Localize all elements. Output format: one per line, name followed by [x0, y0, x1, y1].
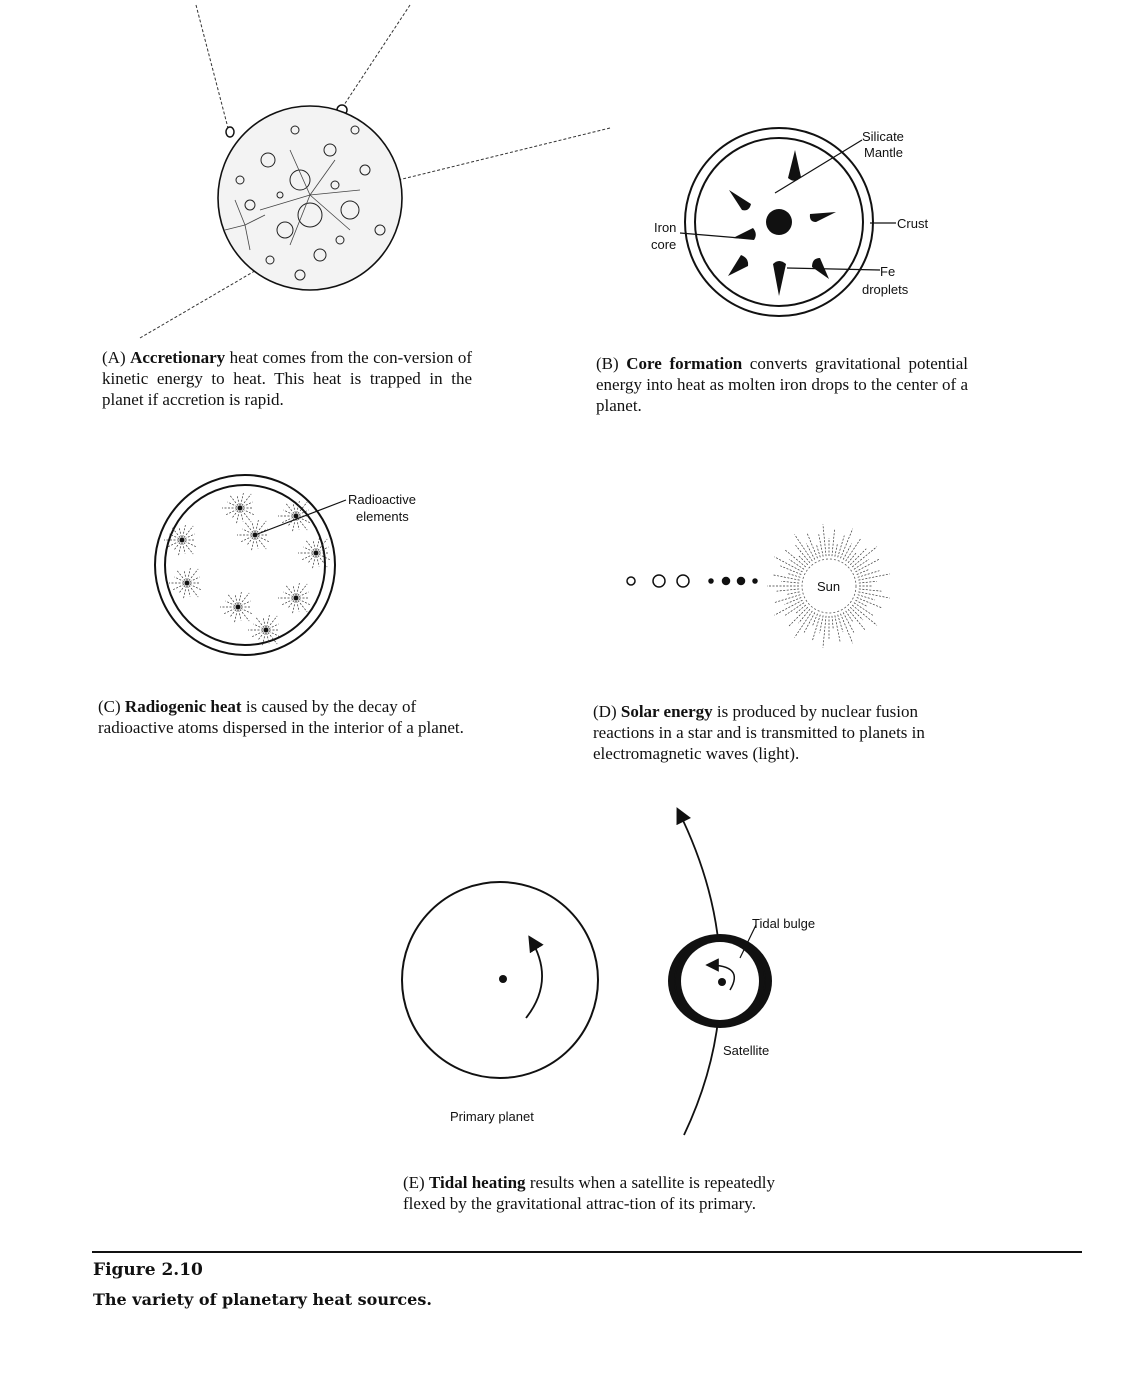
caption-d-text: is produced by nuclear fusion reactions in a star and is transmitted to planets in electromagnetic waves (light). — [593, 702, 925, 763]
caption-c-term: Radiogenic heat — [124, 697, 242, 716]
caption-e-text: results when a satellite is repeatedly flexed by the gravitational attrac-tion of its primary. — [403, 1173, 775, 1213]
label-satellite: Satellite — [723, 1043, 770, 1058]
label-tidal-bulge: Tidal bulge — [752, 916, 816, 931]
caption-c-text: is caused by the decay of radioactive atoms dispersed in the interior of a planet. — [98, 697, 464, 737]
panel-d-illustration — [627, 524, 890, 647]
label-radioactive: Radioactive — [348, 492, 416, 507]
primary-center — [499, 975, 507, 983]
caption-a-text: heat comes from the con-version of kinetic energy to heat. This heat is trapped in the planet if accretion is rapid. — [102, 348, 472, 409]
iron-core — [766, 209, 792, 235]
label-silicate: Silicate — [862, 129, 904, 144]
caption-b-text: converts gravitational potential energy into heat as molten iron drops to the center of a planet. — [596, 354, 968, 415]
label-crust: Crust — [897, 216, 929, 231]
caption-c — [98, 696, 473, 738]
planet-inner — [165, 485, 325, 645]
label-elements: elements — [356, 509, 409, 524]
caption-d — [593, 701, 968, 764]
radioactive-source — [248, 615, 280, 646]
primary-rotation-arrow — [526, 938, 542, 1018]
label-droplets: droplets — [862, 282, 909, 297]
radioactive-source — [278, 501, 310, 532]
radioactive-source — [237, 520, 269, 551]
caption-a — [102, 347, 472, 410]
caption-a-letter: (A) — [102, 348, 126, 367]
label-fe: Fe — [880, 264, 896, 279]
panel-b-illustration — [651, 128, 928, 316]
panel-c-illustration — [155, 475, 416, 655]
panel-e-illustration — [402, 810, 815, 1135]
caption-e — [403, 1172, 775, 1214]
caption-e-letter: (E) — [403, 1173, 425, 1192]
radio-leader — [255, 500, 346, 535]
panel-a-illustration — [140, 5, 610, 338]
label-sun: Sun — [817, 579, 841, 594]
caption-c-letter: (C) — [98, 697, 121, 716]
radioactive-source — [220, 592, 252, 623]
label-core: core — [651, 237, 677, 252]
caption-a-term: Accretionary — [130, 348, 226, 367]
figure-title: The variety of planetary heat sources. — [93, 1290, 432, 1309]
caption-b-term: Core formation — [626, 354, 743, 373]
caption-d-letter: (D) — [593, 702, 617, 721]
caption-b-letter: (B) — [596, 354, 619, 373]
accreting-planet — [218, 106, 402, 290]
label-primary-planet: Primary planet — [450, 1109, 534, 1124]
caption-b — [596, 353, 968, 416]
radioactive-source — [278, 583, 310, 614]
radioactive-source — [169, 568, 201, 599]
caption-d-term: Solar energy — [620, 702, 713, 721]
planets-row — [627, 575, 757, 587]
label-iron: Iron — [654, 220, 677, 235]
label-mantle: Mantle — [864, 145, 904, 160]
figure-rule — [92, 1251, 1082, 1253]
caption-e-term: Tidal heating — [429, 1173, 526, 1192]
figure-label: Figure 2.10 — [93, 1260, 203, 1280]
satellite-center — [718, 978, 726, 986]
radioactive-source — [222, 493, 254, 524]
